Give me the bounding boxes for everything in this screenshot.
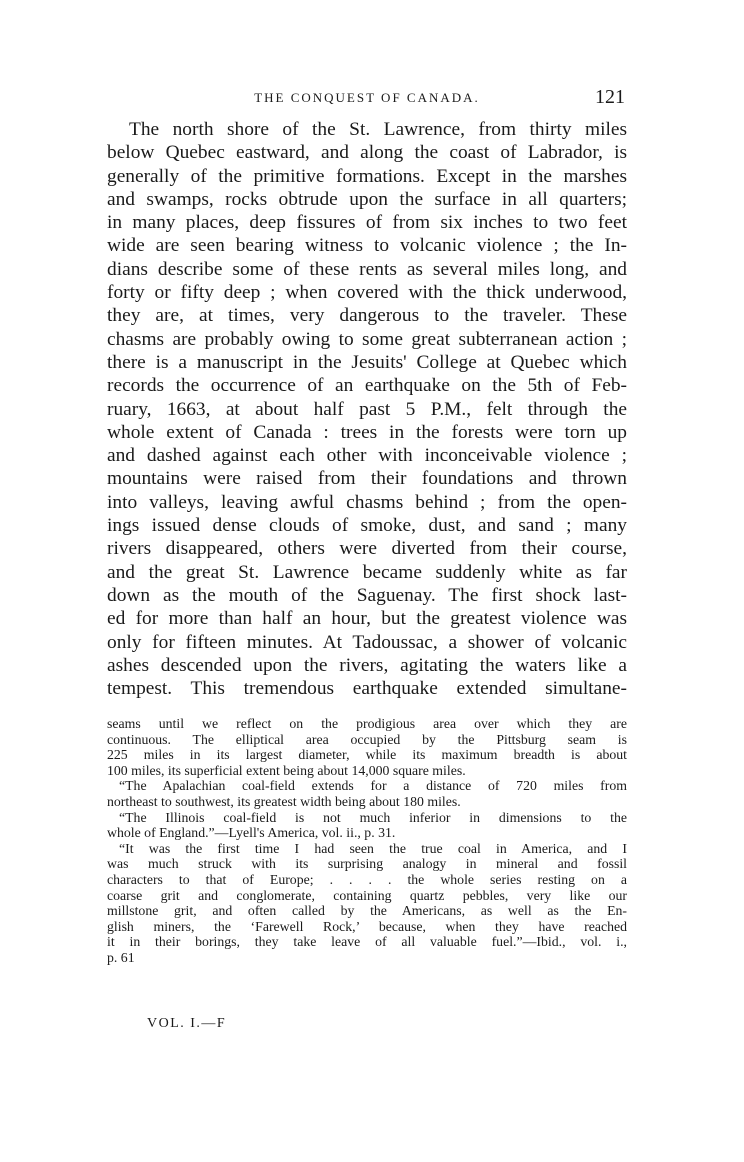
footnote-line: 100 miles, its superficial extent being about 14,000 square miles. xyxy=(107,762,466,778)
signature-mark: VOL. I.—F xyxy=(147,1016,227,1031)
text-line: wide are seen bearing witness to volcanic violence ; the In- xyxy=(107,235,627,257)
text-line: ed for more than half an hour, but the greatest violence was xyxy=(107,608,627,630)
footnote xyxy=(107,716,627,966)
footnote-line: 225 miles in its largest diameter, while its maximum breadth is about xyxy=(107,747,627,763)
body-text xyxy=(107,118,627,700)
footnote-line: glish miners, the ‘Farewell Rock,’ because, when they have reached xyxy=(107,918,627,934)
text-line: whole extent of Canada : trees in the forests were torn up xyxy=(107,421,627,443)
text-line: and dashed against each other with inconceivable violence ; xyxy=(107,445,627,467)
running-title: THE CONQUEST OF CANADA. xyxy=(254,90,480,105)
text-line: ashes descended upon the rivers, agitating the waters like a xyxy=(107,654,627,676)
footnote-line: was much struck with its surprising analogy in mineral and fossil xyxy=(107,856,627,872)
text-line: records the occurrence of an earthquake on the 5th of Feb- xyxy=(107,375,627,397)
text-line: into valleys, leaving awful chasms behind ; from the open- xyxy=(107,491,627,513)
text-line: and swamps, rocks obtrude upon the surface in all quarters; xyxy=(107,188,627,210)
text-line: dians describe some of these rents as several miles long, and xyxy=(107,258,627,280)
text-line: below Quebec eastward, and along the coast of Labrador, is xyxy=(107,142,627,164)
text-line: generally of the primitive formations. Except in the marshes xyxy=(107,165,627,187)
text-line: mountains were raised from their foundations and thrown xyxy=(107,468,627,490)
text-line: The north shore of the St. Lawrence, from thirty miles xyxy=(129,119,627,140)
footnote-line: p. 61 xyxy=(107,949,135,965)
text-line: in many places, deep fissures of from six inches to two feet xyxy=(107,212,627,234)
footnote-line: “The Apalachian coal-field extends for a distance of 720 miles from xyxy=(119,778,627,794)
running-header xyxy=(107,86,627,110)
text-line: there is a manuscript in the Jesuits' College at Quebec which xyxy=(107,351,627,373)
text-line: and the great St. Lawrence became suddenly white as far xyxy=(107,561,627,583)
footnote-line: characters to that of Europe; . . . . the whole series resting on a xyxy=(107,871,627,887)
footnote-line: it in their borings, they take leave of all valuable fuel.”—Ibid., vol. i., xyxy=(107,934,627,950)
text-line: down as the mouth of the Saguenay. The first shock last- xyxy=(107,584,627,606)
text-line: only for fifteen minutes. At Tadoussac, a shower of volcanic xyxy=(107,631,627,653)
footnote-line: coarse grit and conglomerate, containing quartz pebbles, very like our xyxy=(107,887,627,903)
footnote-line: “It was the first time I had seen the true coal in America, and I xyxy=(119,840,627,856)
text-line: tempest. This tremendous earthquake extended simultane- xyxy=(107,678,627,700)
text-line: ruary, 1663, at about half past 5 P.M., felt through the xyxy=(107,398,627,420)
footnote-line: “The Illinois coal-field is not much inferior in dimensions to the xyxy=(119,809,627,825)
text-line: forty or fifty deep ; when covered with the thick underwood, xyxy=(107,282,627,304)
footnote-line: millstone grit, and often called by the Americans, as well as the En- xyxy=(107,903,627,919)
footnote-line: whole of England.”—Lyell's America, vol. ii., p. 31. xyxy=(107,825,396,841)
text-line: they are, at times, very dangerous to the traveler. These xyxy=(107,305,627,327)
text-line: rivers disappeared, others were diverted from their course, xyxy=(107,538,627,560)
footnote-line: seams until we reflect on the prodigious area over which they are xyxy=(107,716,627,731)
text-line: chasms are probably owing to some great subterranean action ; xyxy=(107,328,627,350)
footnote-line: northeast to southwest, its greatest width being about 180 miles. xyxy=(107,793,461,809)
page-number: 121 xyxy=(595,86,625,108)
footnote-line: continuous. The elliptical area occupied by the Pittsburg seam is xyxy=(107,731,627,747)
text-line: ings issued dense clouds of smoke, dust, and sand ; many xyxy=(107,515,627,537)
